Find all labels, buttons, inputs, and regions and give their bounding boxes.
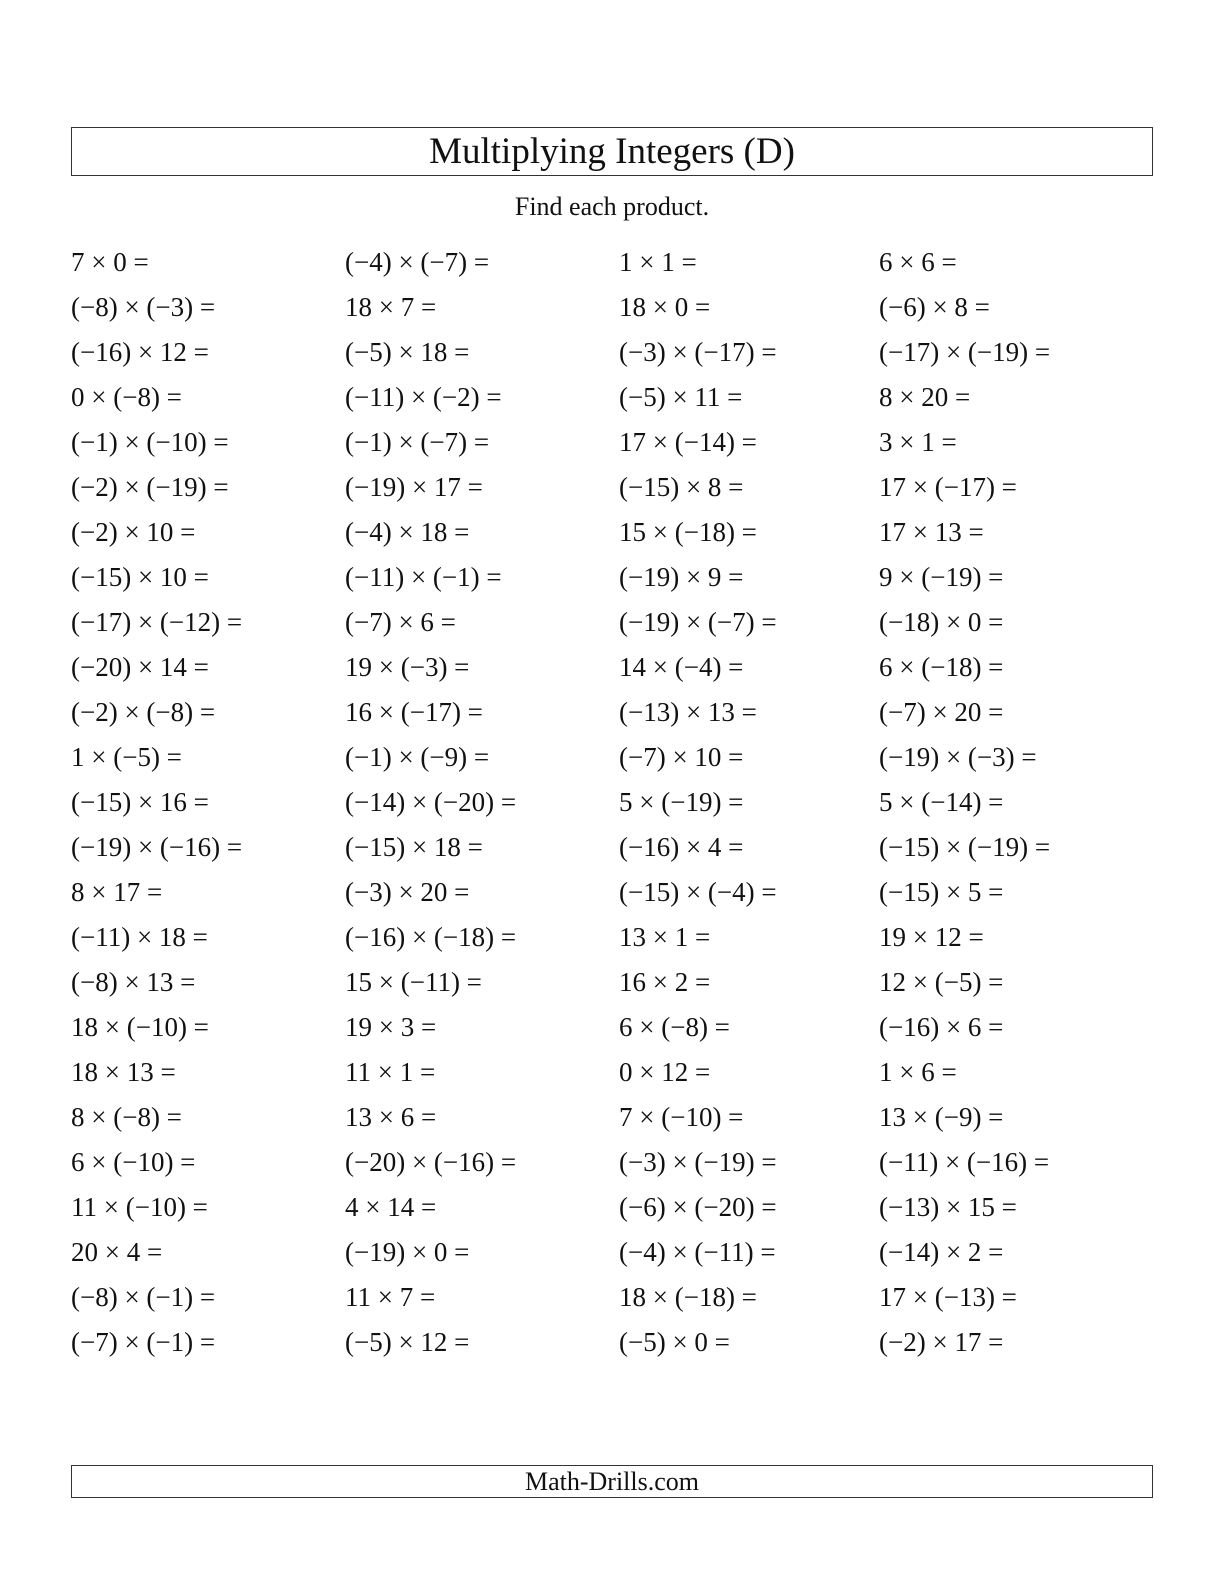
problem: 16 × 2 = (619, 967, 711, 997)
problem: 5 × (−19) = (619, 787, 744, 817)
problem: (−15) × 8 = (619, 472, 744, 502)
problem: (−2) × 17 = (879, 1327, 1004, 1357)
problem: (−8) × (−3) = (71, 292, 216, 322)
problem: (−2) × (−19) = (71, 472, 229, 502)
problem: 1 × 6 = (879, 1057, 957, 1087)
problem: 7 × 0 = (71, 247, 149, 277)
problem: (−11) × (−16) = (879, 1147, 1050, 1177)
problem: (−15) × 10 = (71, 562, 209, 592)
problem: 1 × 1 = (619, 247, 697, 277)
problem: 5 × (−14) = (879, 787, 1004, 817)
problem: (−20) × 14 = (71, 652, 209, 682)
problem: 15 × (−11) = (345, 967, 482, 997)
problem: 8 × (−8) = (71, 1102, 182, 1132)
problem: 18 × (−18) = (619, 1282, 757, 1312)
problem: 13 × 6 = (345, 1102, 437, 1132)
problem: 6 × (−18) = (879, 652, 1004, 682)
problem: (−16) × 4 = (619, 832, 744, 862)
problem: 11 × 1 = (345, 1057, 436, 1087)
problem: 1 × (−5) = (71, 742, 182, 772)
problem: (−5) × 12 = (345, 1327, 470, 1357)
problem: (−3) × (−17) = (619, 337, 777, 367)
problem: 17 × 13 = (879, 517, 984, 547)
problem: 19 × 12 = (879, 922, 984, 952)
worksheet-title: Multiplying Integers (D) (429, 131, 795, 172)
problem: 16 × (−17) = (345, 697, 483, 727)
problem: 19 × 3 = (345, 1012, 437, 1042)
problem: 12 × (−5) = (879, 967, 1004, 997)
problem: (−5) × 18 = (345, 337, 470, 367)
instructions: Find each product. (514, 192, 710, 221)
problem: (−17) × (−12) = (71, 607, 243, 637)
problem: (−1) × (−7) = (345, 427, 490, 457)
problem: 0 × (−8) = (71, 382, 182, 412)
problem: 0 × 12 = (619, 1057, 711, 1087)
problem: (−19) × (−7) = (619, 607, 777, 637)
problem: (−19) × 0 = (345, 1237, 470, 1267)
problem: (−19) × 9 = (619, 562, 744, 592)
problem: 20 × 4 = (71, 1237, 163, 1267)
problem: (−6) × (−20) = (619, 1192, 777, 1222)
problem: (−16) × (−18) = (345, 922, 517, 952)
problem: (−4) × (−11) = (619, 1237, 776, 1267)
footer-site: Math-Drills.com (524, 1466, 700, 1496)
problem: 11 × (−10) = (71, 1192, 208, 1222)
problem: (−2) × (−8) = (71, 697, 216, 727)
problem: (−13) × 15 = (879, 1192, 1017, 1222)
problem: 3 × 1 = (879, 427, 957, 457)
problem: (−7) × (−1) = (71, 1327, 216, 1357)
problem: 8 × 20 = (879, 382, 971, 412)
problem: (−15) × (−4) = (619, 877, 777, 907)
problem: 17 × (−17) = (879, 472, 1017, 502)
problem: (−5) × 0 = (619, 1327, 730, 1357)
problem: (−11) × (−1) = (345, 562, 502, 592)
problem: (−8) × 13 = (71, 967, 196, 997)
problem: (−15) × (−19) = (879, 832, 1051, 862)
problem: (−8) × (−1) = (71, 1282, 216, 1312)
problem: (−7) × 6 = (345, 607, 456, 637)
problem: (−16) × 12 = (71, 337, 209, 367)
problem: (−17) × (−19) = (879, 337, 1051, 367)
problem: (−7) × 20 = (879, 697, 1004, 727)
problem: (−5) × 11 = (619, 382, 743, 412)
problem: (−14) × (−20) = (345, 787, 517, 817)
title-box (71, 127, 1153, 176)
problem: 9 × (−19) = (879, 562, 1004, 592)
problem: 4 × 14 = (345, 1192, 437, 1222)
problem-grid (71, 244, 1153, 1369)
problem: 15 × (−18) = (619, 517, 757, 547)
problem: (−1) × (−10) = (71, 427, 229, 457)
problem: 18 × 7 = (345, 292, 437, 322)
problem: (−13) × 13 = (619, 697, 757, 727)
problem: (−3) × 20 = (345, 877, 470, 907)
problem: 18 × (−10) = (71, 1012, 209, 1042)
problem: (−18) × 0 = (879, 607, 1004, 637)
problem: (−19) × (−16) = (71, 832, 243, 862)
problem: 13 × 1 = (619, 922, 711, 952)
problem: 6 × 6 = (879, 247, 957, 277)
problem: 8 × 17 = (71, 877, 163, 907)
problem: (−15) × 18 = (345, 832, 483, 862)
problem: (−15) × 5 = (879, 877, 1004, 907)
problem: 17 × (−14) = (619, 427, 757, 457)
problem: (−19) × (−3) = (879, 742, 1037, 772)
problem: (−7) × 10 = (619, 742, 744, 772)
problem: (−3) × (−19) = (619, 1147, 777, 1177)
problem: (−6) × 8 = (879, 292, 990, 322)
problem: (−1) × (−9) = (345, 742, 490, 772)
problem: (−11) × 18 = (71, 922, 208, 952)
problem: (−4) × (−7) = (345, 247, 490, 277)
problem: 11 × 7 = (345, 1282, 436, 1312)
problem: (−20) × (−16) = (345, 1147, 517, 1177)
problem: (−19) × 17 = (345, 472, 483, 502)
problem: (−15) × 16 = (71, 787, 209, 817)
problem: 6 × (−10) = (71, 1147, 196, 1177)
problem: 18 × 13 = (71, 1057, 176, 1087)
problem: 17 × (−13) = (879, 1282, 1017, 1312)
problem: 14 × (−4) = (619, 652, 744, 682)
problem: (−16) × 6 = (879, 1012, 1004, 1042)
problem: 18 × 0 = (619, 292, 711, 322)
problem: (−2) × 10 = (71, 517, 196, 547)
problem: 19 × (−3) = (345, 652, 470, 682)
problem: 7 × (−10) = (619, 1102, 744, 1132)
problem: (−14) × 2 = (879, 1237, 1004, 1267)
problem: (−11) × (−2) = (345, 382, 502, 412)
problem: (−4) × 18 = (345, 517, 470, 547)
problem: 13 × (−9) = (879, 1102, 1004, 1132)
footer-box (71, 1465, 1153, 1498)
problem: 6 × (−8) = (619, 1012, 730, 1042)
